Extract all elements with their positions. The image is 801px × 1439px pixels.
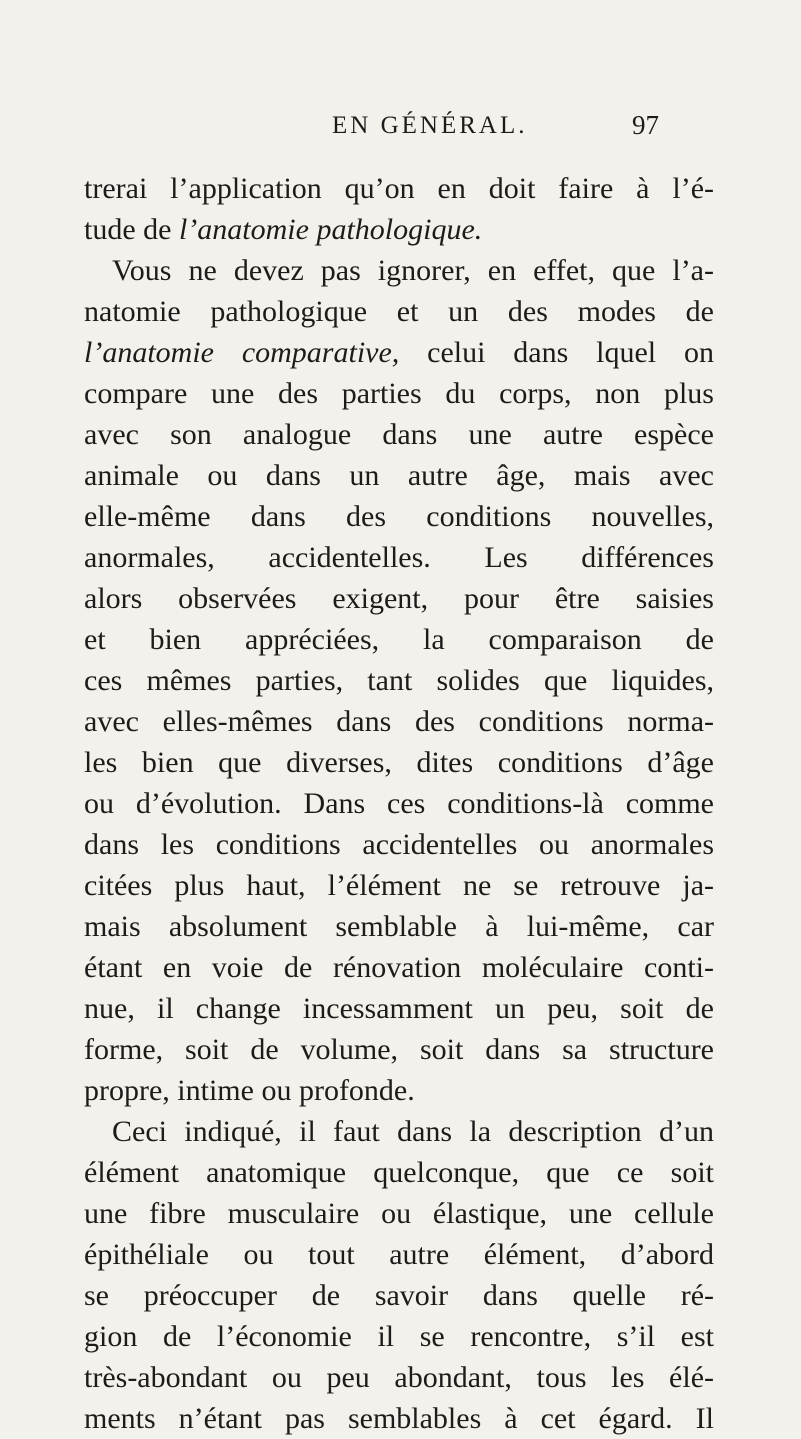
text-line: très-abondant ou peu abondant, tous les élé- [84, 1361, 714, 1394]
italic-term: l’anatomie pathologique. [178, 213, 483, 246]
text-line: et bien appréciées, la comparaison de [84, 623, 714, 656]
text-line: mais absolument semblable à lui-même, car [84, 910, 714, 943]
text-line: Vous ne devez pas ignorer, en effet, que l’a- [112, 254, 714, 287]
text-line: tude de l’anatomie pathologique. [84, 213, 483, 246]
text-line: elle-même dans des conditions nouvelles, [84, 500, 714, 533]
body-text [84, 168, 714, 1439]
text-line: avec elles-mêmes dans des conditions norma- [84, 705, 714, 738]
text-line: épithéliale ou tout autre élément, d’abord [84, 1238, 714, 1271]
page-header [0, 112, 801, 152]
text-line: trerai l’application qu’on en doit faire à l’é- [84, 172, 714, 205]
text-line: forme, soit de volume, soit dans sa structure [84, 1033, 714, 1066]
text-line: ments n’étant pas semblables à cet égard. Il [84, 1402, 714, 1435]
text-line: les bien que diverses, dites conditions d’âge [84, 746, 714, 779]
text-line: animale ou dans un autre âge, mais avec [84, 459, 714, 492]
text-line: Ceci indiqué, il faut dans la description d’un [112, 1115, 714, 1148]
text-line: une fibre musculaire ou élastique, une cellule [84, 1197, 714, 1230]
text-line: avec son analogue dans une autre espèce [84, 418, 714, 451]
running-title: EN GÉNÉRAL. [332, 112, 528, 139]
text-line: alors observées exigent, pour être saisies [84, 582, 714, 615]
text-line: citées plus haut, l’élément ne se retrouve ja- [84, 869, 714, 902]
text-line: anormales, accidentelles. Les différences [84, 541, 714, 574]
text-line: ou d’évolution. Dans ces conditions-là comme [84, 787, 714, 820]
text-line: étant en voie de rénovation moléculaire conti- [84, 951, 714, 984]
text-line: l’anatomie comparative, celui dans lquel on [84, 336, 714, 369]
text-line: se préoccuper de savoir dans quelle ré- [84, 1279, 714, 1312]
text-line: gion de l’économie il se rencontre, s’il est [84, 1320, 714, 1353]
text-line: compare une des parties du corps, non plus [84, 377, 714, 410]
text-line: natomie pathologique et un des modes de [84, 295, 714, 328]
text-line: dans les conditions accidentelles ou anormales [84, 828, 714, 861]
text-line: ces mêmes parties, tant solides que liquides, [84, 664, 714, 697]
italic-term: l’anatomie comparative, [84, 336, 400, 369]
page-number: 97 [632, 110, 659, 140]
text-line: nue, il change incessamment un peu, soit de [84, 992, 714, 1025]
text-line: élément anatomique quelconque, que ce soit [84, 1156, 714, 1189]
text-line: propre, intime ou profonde. [84, 1074, 415, 1107]
